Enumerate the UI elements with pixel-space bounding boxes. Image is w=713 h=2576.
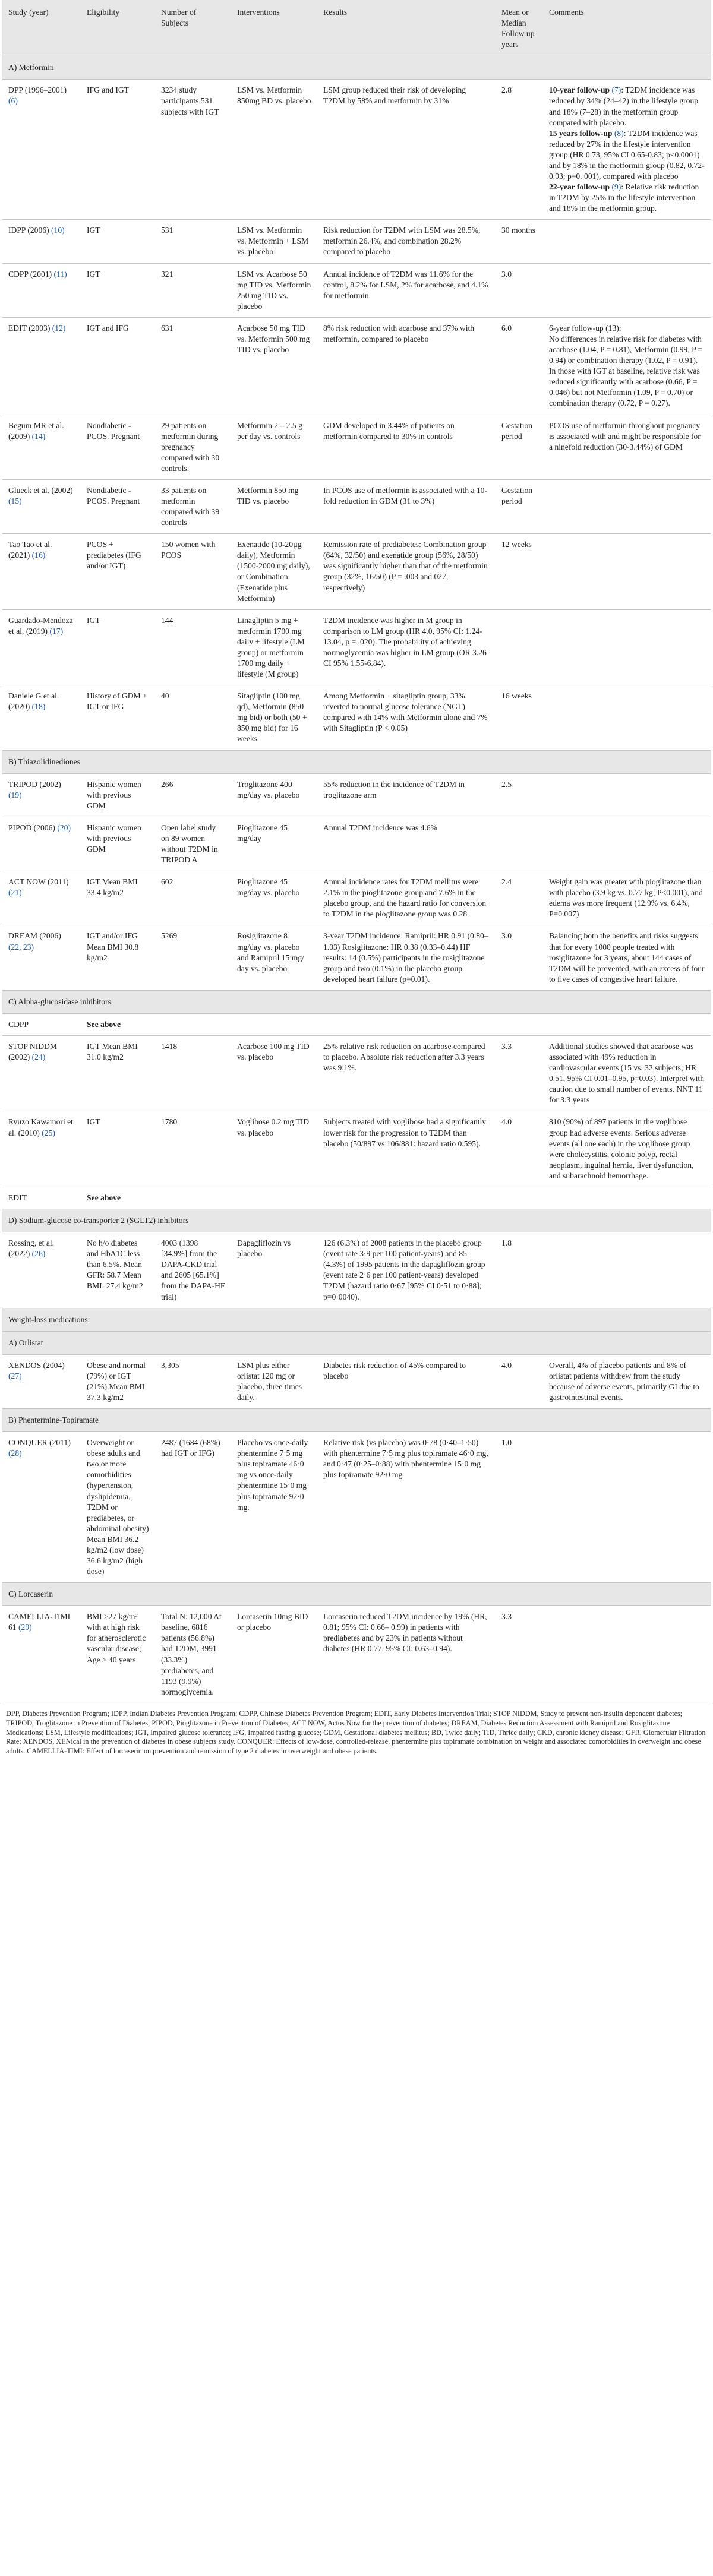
cell-study [2,1354,81,1408]
study-name: DREAM (2006) [8,931,61,941]
section-title: C) Lorcaserin [2,1583,711,1606]
cell-comments [543,609,711,685]
cell-eligibility: IGT [81,609,155,685]
study-name: CAMELLIA-TIMI 61 [8,1612,71,1632]
study-reference-link[interactable]: (22, 23) [8,942,34,952]
cell-followup: 3.0 [496,925,543,990]
cell-interventions: LSM vs. Metformin vs. Metformin + LSM vs. placebo [231,220,317,263]
cell-results: Subjects treated with voglibose had a significantly lower risk for the progression to T2DM than placebo (50/897 vs 106/881: hazard ratio 0.595). [317,1111,496,1187]
cell-subjects: 4003 (1398 [34.9%] from the DAPA-CKD trial and 2605 [65.1%] from the DAPA-HF trial) [155,1232,231,1308]
study-name: Tao Tao et al. (2021) [8,540,52,560]
cell-study [2,80,81,220]
cell-study [2,1606,81,1703]
study-name: CONQUER (2011) [8,1438,71,1447]
study-reference-link[interactable]: (21) [8,888,22,897]
cell-subjects: 33 patients on metformin compared with 39 controls [155,479,231,533]
table-row [2,609,711,685]
cell-results: Relative risk (vs placebo) was 0·78 (0·40–1·50) with phentermine 7·5 mg plus topiramate 46·0 mg, and 0·47 (0·25–0·88) with phentermine 15·0 mg plus topiramate 92·0 mg [317,1432,496,1583]
study-reference-link[interactable]: (15) [8,496,22,505]
comment-text: Weight gain was greater with pioglitazone than with placebo (3.9 kg vs. 0.77 kg; P<0.001), and edema was more frequent (12.9% vs. 6.4%, P=0.007) [549,877,703,919]
header-eligibility: Eligibility [81,0,155,56]
cell-results: 55% reduction in the incidence of T2DM in troglitazone arm [317,773,496,817]
cell-eligibility: IGT [81,1111,155,1187]
comment-paragraph [549,334,705,409]
diabetes-prevention-table [2,0,711,1703]
cell-subjects: 5269 [155,925,231,990]
study-name: IDPP (2006) [8,226,49,235]
cell-comments [543,80,711,220]
comment-text: : T2DM incidence was reduced by 27% in the lifestyle intervention group (HR 0.73, 95% CI 0.65-0.83; p<0.0001) and by 18% in the metformin group (0.82, 0.72-0.93; p=0. 001), compared with placebo [549,128,705,181]
cell-results: 25% relative risk reduction on acarbose compared to placebo. Absolute risk reduction after 3.3 years was 9.1%. [317,1036,496,1111]
cell-results: In PCOS use of metformin is associated with a 10-fold reduction in GDM (31 to 3%) [317,479,496,533]
cell-followup: 4.0 [496,1354,543,1408]
table-row [2,1232,711,1308]
cell-comments [543,871,711,925]
study-reference-link[interactable]: (20) [57,823,71,832]
table-row [2,263,711,317]
cell-results [317,1013,496,1035]
cell-subjects: 3,305 [155,1354,231,1408]
comment-reference-link[interactable]: (8) [614,128,624,138]
cell-results: Diabetes risk reduction of 45% compared to placebo [317,1354,496,1408]
cell-eligibility: IFG and IGT [81,80,155,220]
cell-interventions: Rosiglitazone 8 mg/day vs. placebo and Ramipril 15 mg/ day vs. placebo [231,925,317,990]
study-reference-link[interactable]: (27) [8,1371,22,1380]
cell-comments [543,1232,711,1308]
cell-followup: Gestation period [496,479,543,533]
cell-eligibility: See above [81,1187,155,1209]
cell-eligibility: BMI ≥27 kg/m² with at high risk for atherosclerotic vascular disease; Age ≥ 40 years [81,1606,155,1703]
study-reference-link[interactable]: (6) [8,96,18,106]
cell-interventions: Pioglitazone 45 mg/day vs. placebo [231,871,317,925]
comment-label: 15 years follow-up [549,128,613,138]
section-row [2,750,711,773]
comment-text: Overall, 4% of placebo patients and 8% of orlistat patients withdrew from the study because of adverse events, primarily GI due to gastrointestinal events. [549,1360,699,1402]
cell-comments [543,817,711,871]
comment-paragraph [549,1360,705,1403]
comment-text: Additional studies showed that acarbose was associated with 49% reduction in cardiovascular events (15 vs. 32 subjects; HR 0.51, 95% CI 0.01–0.95, p=0.03). Interpret with caution due to small number of events. NNT 11 for 3.3 years [549,1042,705,1105]
section-row [2,56,711,80]
comment-label: 10-year follow-up [549,86,610,95]
section-title: A) Orlistat [2,1331,711,1354]
cell-interventions: LSM vs. Acarbose 50 mg TID vs. Metformin 250 mg TID vs. placebo [231,263,317,317]
table-row [2,1432,711,1583]
table-row [2,1187,711,1209]
cell-eligibility: IGT [81,220,155,263]
table-body [2,56,711,1703]
section-title: Weight-loss medications: [2,1308,711,1331]
cell-followup [496,817,543,871]
table-row [2,534,711,609]
cell-results: GDM developed in 3.44% of patients on metformin compared to 30% in controls [317,415,496,479]
cell-followup: 30 months [496,220,543,263]
table-row [2,80,711,220]
cell-subjects: 29 patients on metformin during pregnancy compared with 30 controls. [155,415,231,479]
study-name: XENDOS (2004) [8,1360,65,1370]
cell-study [2,1036,81,1111]
section-title: B) Phentermine-Topiramate [2,1409,711,1432]
study-name: TRIPOD (2002) [8,779,61,789]
comment-paragraph [549,323,705,334]
cell-interventions: Troglitazone 400 mg/day vs. placebo [231,773,317,817]
table-row [2,1111,711,1187]
section-row [2,990,711,1013]
cell-interventions: Pioglitazone 45 mg/day [231,817,317,871]
cell-subjects: 150 women with PCOS [155,534,231,609]
study-reference-link[interactable]: (26) [31,1249,46,1259]
cell-interventions: Acarbose 100 mg TID vs. placebo [231,1036,317,1111]
comment-text: : T2DM incidence was reduced by 34% (24–42) in the lifestyle group and 18% (7–28) in the metformin group compared with placebo. [549,86,699,127]
table-row [2,317,711,415]
cell-interventions: Placebo vs once-daily phentermine 7·5 mg plus topiramate 46·0 mg vs once-daily phentermine 15·0 mg plus topiramate 92·0 mg. [231,1432,317,1583]
cell-comments [543,220,711,263]
study-name: STOP NIDDM (2002) [8,1042,57,1062]
cell-eligibility: IGT [81,263,155,317]
comment-paragraph [549,421,705,453]
cell-subjects: Total N: 12,000 At baseline, 6816 patients (56.8%) had T2DM, 3991 (33.3%) prediabetes, and 1193 (9.9%) normoglycemia. [155,1606,231,1703]
cell-followup: 16 weeks [496,685,543,750]
comment-paragraph [549,1117,705,1181]
study-reference-link[interactable]: (11) [53,269,67,279]
cell-subjects: 2487 (1684 (68%) had IGT or IFG) [155,1432,231,1583]
table-row [2,220,711,263]
cell-subjects: Open label study on 89 women without T2DM in TRIPOD A [155,817,231,871]
cell-followup: 3.3 [496,1036,543,1111]
header-study: Study (year) [2,0,81,56]
cell-comments [543,317,711,415]
cell-followup [496,609,543,685]
table-row [2,685,711,750]
cell-results: 126 (6.3%) of 2008 patients in the placebo group (event rate 3·9 per 100 patient-years) and 85 (4.3%) of 1995 patients in the dapagliflozin group (event rate 2·6 per 100 patient-years) developed T2DM (hazard ratio 0·67 [95% CI 0·51 to 0·88]; p=0·0040). [317,1232,496,1308]
table-row [2,415,711,479]
cell-comments [543,534,711,609]
study-reference-link[interactable]: (25) [42,1128,55,1137]
cell-study [2,1111,81,1187]
cell-subjects: 602 [155,871,231,925]
table-row [2,773,711,817]
section-title: C) Alpha-glucosidase inhibitors [2,990,711,1013]
cell-followup [496,1013,543,1035]
section-title: D) Sodium-glucose co-transporter 2 (SGLT2) inhibitors [2,1209,711,1232]
cell-study [2,220,81,263]
cell-interventions: LSM vs. Metformin 850mg BD vs. placebo [231,80,317,220]
cell-interventions: Lorcaserin 10mg BID or placebo [231,1606,317,1703]
cell-study [2,871,81,925]
cell-study [2,1013,81,1035]
study-name: Guardado-Mendoza et al. (2019) [8,615,73,636]
cell-results: Risk reduction for T2DM with LSM was 28.5%, metformin 26.4%, and combination 28.2% compared to placebo [317,220,496,263]
cell-followup: 4.0 [496,1111,543,1187]
cell-interventions: LSM plus either orlistat 120 mg or placebo, three times daily. [231,1354,317,1408]
cell-results: LSM group reduced their risk of developing T2DM by 58% and metformin by 31% [317,80,496,220]
cell-interventions: Dapagliflozin vs placebo [231,1232,317,1308]
comment-text: 6-year follow-up (13): [549,323,621,333]
cell-study [2,1432,81,1583]
table-row [2,1606,711,1703]
cell-subjects: 531 [155,220,231,263]
cell-results: Annual incidence rates for T2DM mellitus were 2.1% in the pioglitazone group and 7.6% in the placebo group, and the hazard ratio for conversion to T2DM in the pioglitazone group was 0.28 [317,871,496,925]
table-row [2,817,711,871]
cell-results: Remission rate of prediabetes: Combination group (64%, 32/50) and exenatide group (56%, 28/50) was significantly higher than that of the metformin group (32%, 16/50) (P = .003 and.027, respectively) [317,534,496,609]
study-reference-link[interactable]: (17) [49,626,64,636]
section-title: A) Metformin [2,56,711,80]
cell-comments [543,263,711,317]
cell-comments [543,415,711,479]
cell-subjects: 1418 [155,1036,231,1111]
cell-study [2,534,81,609]
cell-followup [496,1187,543,1209]
cell-subjects: 40 [155,685,231,750]
cell-study [2,1232,81,1308]
study-reference-link[interactable]: (29) [18,1623,32,1632]
cell-comments [543,1187,711,1209]
header-followup: Mean or Median Follow up years [496,0,543,56]
cell-eligibility: Overweight or obese adults and two or more comorbidities (hypertension, dyslipidemia, T2DM or prediabetes, or abdominal obesity) Mean BMI 36.2 kg/m2 (low dose) 36.6 kg/m2 (high dose) [81,1432,155,1583]
cell-eligibility: History of GDM + IGT or IFG [81,685,155,750]
cell-interventions: Sitagliptin (100 mg qd), Metformin (850 mg bid) or both (50 + 850 mg bid) for 16 weeks [231,685,317,750]
header-interventions: Interventions [231,0,317,56]
study-reference-link[interactable]: (24) [31,1052,46,1062]
comment-text: : Relative risk reduction in T2DM by 25% in the lifestyle intervention and 18% in the metformin group. [549,182,699,213]
cell-study [2,1187,81,1209]
cell-eligibility: Hispanic women with previous GDM [81,773,155,817]
header-row [2,0,711,56]
cell-comments [543,1432,711,1583]
cell-followup: 2.5 [496,773,543,817]
cell-followup: 1.8 [496,1232,543,1308]
table-row [2,1354,711,1408]
cell-interventions: Linagliptin 5 mg + metformin 1700 mg daily + lifestyle (LM group) or metformin 1700 mg daily + lifestyle (M group) [231,609,317,685]
cell-followup: 6.0 [496,317,543,415]
cell-eligibility: Nondiabetic - PCOS. Pregnant [81,415,155,479]
comment-text: No differences in relative risk for diabetes with acarbose (1.04, P = 0.81), Metformin (0.99, P = 0.94) or combination therapy (1.02, P = 0.91). In those with IGT at baseline, relative risk was reduced significantly with acarbose (0.66, P = 0.046) but not Metformin (1.09, P = 0.70) or combination therapy (0.72, P = 0.27). [549,334,703,408]
comment-paragraph [549,1041,705,1105]
cell-subjects: 321 [155,263,231,317]
cell-study [2,317,81,415]
header-subjects: Number of Subjects [155,0,231,56]
cell-interventions: Metformin 850 mg TID vs. placebo [231,479,317,533]
header-comments: Comments [543,0,711,56]
cell-subjects: 266 [155,773,231,817]
cell-interventions: Acarbose 50 mg TID vs. Metformin 500 mg TID vs. placebo [231,317,317,415]
study-reference-link[interactable]: (16) [31,551,46,560]
section-row [2,1583,711,1606]
cell-followup: 3.0 [496,263,543,317]
cell-study [2,773,81,817]
study-name: EDIT [8,1193,27,1202]
cell-results: Annual incidence of T2DM was 11.6% for the control, 8.2% for LSM, 2% for acarbose, and 4.1% for metformin. [317,263,496,317]
comment-paragraph [549,128,705,182]
cell-interventions: Metformin 2 – 2.5 g per day vs. controls [231,415,317,479]
cell-results: T2DM incidence was higher in M group in comparison to LM group (HR 4.0, 95% CI: 1.24-13.04, p = .020). The probability of achieving normoglycemia was higher in LM group (OR 3.26 CI 95% 1.55-6.84). [317,609,496,685]
cell-results: 3-year T2DM incidence: Ramipril: HR 0.91 (0.80–1.03) Rosiglitazone: HR 0.38 (0.33–0.44) HF results: 14 (0.5%) participants in the rosiglitazone group and two (0.1%) in the placebo group developed heart failure (p=0.01). [317,925,496,990]
cell-study [2,263,81,317]
cell-comments [543,1606,711,1703]
table-row [2,479,711,533]
comment-paragraph [549,877,705,919]
study-name: CDPP [8,1019,29,1029]
comment-reference-link[interactable]: (7) [611,86,621,95]
table-row [2,871,711,925]
cell-subjects: 3234 study participants 531 subjects with IGT [155,80,231,220]
cell-eligibility: Obese and normal (79%) or IGT (21%) Mean BMI 37.3 kg/m2 [81,1354,155,1408]
table-row [2,1036,711,1111]
table-row [2,1013,711,1035]
cell-interventions: Exenatide (10-20µg daily), Metformin (1500-2000 mg daily), or Combination (Exenatide plus Metformin) [231,534,317,609]
cell-comments [543,1354,711,1408]
cell-eligibility: IGT and IFG [81,317,155,415]
comment-label: 22-year follow-up [549,182,610,192]
comment-text: Balancing both the benefits and risks suggests that for every 1000 people treated with rosiglitazone for 3 years, about 144 cases of T2DM will be prevented, with an excess of four to five cases of congestive heart failure. [549,931,705,984]
study-name: DPP (1996–2001) [8,86,67,95]
study-name: Begum MR et al. (2009) [8,421,64,441]
cell-subjects [155,1187,231,1209]
cell-followup: 2.4 [496,871,543,925]
comment-text: PCOS use of metformin throughout pregnancy is associated with and might be responsible for a ninefold reduction (30-3.44%) of GDM [549,421,701,451]
study-name: Glueck et al. (2002) [8,485,73,495]
study-reference-link[interactable]: (18) [31,702,46,712]
table-row [2,925,711,990]
study-name: Rossing, et al. (2022) [8,1238,55,1259]
study-name: Daniele G et al. (2020) [8,691,59,712]
cell-interventions: Voglibose 0.2 mg TID vs. placebo [231,1111,317,1187]
cell-subjects: 1780 [155,1111,231,1187]
section-row [2,1209,711,1232]
study-name: PIPOD (2006) [8,823,55,832]
cell-eligibility: IGT and/or IFG Mean BMI 30.8 kg/m2 [81,925,155,990]
cell-followup: 2.8 [496,80,543,220]
study-reference-link[interactable]: (12) [52,323,66,333]
comment-paragraph [549,931,705,984]
comment-paragraph [549,85,705,128]
section-title: B) Thiazolidinediones [2,750,711,773]
cell-eligibility: IGT Mean BMI 31.0 kg/m2 [81,1036,155,1111]
cell-followup: 1.0 [496,1432,543,1583]
comment-paragraph [549,182,705,214]
study-name: EDIT (2003) [8,323,51,333]
study-reference-link[interactable]: (19) [8,790,22,799]
cell-eligibility: See above [81,1013,155,1035]
section-row [2,1409,711,1432]
cell-study [2,685,81,750]
cell-results: 8% risk reduction with acarbose and 37% with metformin, compared to placebo [317,317,496,415]
cell-study [2,925,81,990]
section-row [2,1331,711,1354]
table-footnote: DPP, Diabetes Prevention Program; IDPP, Indian Diabetes Prevention Program; CDPP, Chinese Diabetes Prevention Program; EDIT, Early Diabetes Intervention Trial; STOP NIDDM, Study to prevent non-insulin dependent diabetes; TRIPOD, Troglitazone in Prevention of Diabetes; PIPOD, Pioglitazone in Prevention of Diabetes; ACT NOW, Actos Now for the prevention of diabetes; DREAM, Diabetes Reduction Assessment with Ramipril and Rosiglitazone Medications; LSM, Lifestyle modifications; IGT, Impaired glucose tolerance; IFG, Impaired fasting glucose; GDM, Gestational diabetes mellitus; BD, Twice daily; TID, Thrice daily; CKD, chronic kidney disease; GFR, Glomerular Filtration Rate; XENDOS, XENical in the prevention of diabetes in obese subjects study. CONQUER: Effects of low-dose, controlled-release, phentermine plus topiramate combination on weight and associated comorbidities in overweight and obese adults. CAMELLIA-TIMI: Effect of lorcaserin on prevention and remission of type 2 diabetes in overweight and obese patients. [6,1709,706,1756]
study-reference-link[interactable]: (14) [31,431,46,441]
study-reference-link[interactable]: (10) [51,226,65,235]
cell-interventions [231,1187,317,1209]
cell-comments [543,1111,711,1187]
cell-eligibility: No h/o diabetes and HbA1C less than 6.5%. Mean GFR: 58.7 Mean BMI: 27.4 kg/m2 [81,1232,155,1308]
cell-eligibility: Nondiabetic - PCOS. Pregnant [81,479,155,533]
cell-comments [543,925,711,990]
cell-comments [543,685,711,750]
cell-subjects: 631 [155,317,231,415]
study-reference-link[interactable]: (28) [8,1449,22,1458]
cell-comments [543,1013,711,1035]
comment-text: 810 (90%) of 897 patients in the voglibose group had adverse events. Serious adverse events (all one each) in the voglibose group were cholecystitis, colonic polyp, rectal neoplasm, inguinal hernia, liver dysfunction, and subarachnoid hemorrhage. [549,1117,694,1180]
cell-results: Among Metformin + sitagliptin group, 33% reverted to normal glucose tolerance (NGT) compared with 14% with Metformin alone and 7% with Sitagliptin (P < 0.05) [317,685,496,750]
cell-study [2,415,81,479]
cell-comments [543,479,711,533]
cell-comments [543,1036,711,1111]
study-name: ACT NOW (2011) [8,877,69,887]
cell-eligibility: IGT Mean BMI 33.4 kg/m2 [81,871,155,925]
study-name: Ryuzo Kawamori et al. (2010) [8,1117,73,1137]
cell-eligibility: Hispanic women with previous GDM [81,817,155,871]
cell-comments [543,773,711,817]
table-header [2,0,711,56]
cell-study [2,817,81,871]
study-name: CDPP (2001) [8,269,52,279]
cell-results [317,1187,496,1209]
section-row [2,1308,711,1331]
cell-results: Lorcaserin reduced T2DM incidence by 19% (HR, 0.81; 95% CI: 0.66– 0.99) in patients with prediabetes and by 23% in patients without diabetes (HR 0.77, 95% CI: 0.63–0.94). [317,1606,496,1703]
comment-reference-link[interactable]: (9) [611,182,621,192]
cell-study [2,479,81,533]
header-results: Results [317,0,496,56]
cell-subjects [155,1013,231,1035]
cell-interventions [231,1013,317,1035]
cell-followup: 12 weeks [496,534,543,609]
cell-followup: Gestation period [496,415,543,479]
cell-followup: 3.3 [496,1606,543,1703]
cell-study [2,609,81,685]
cell-subjects: 144 [155,609,231,685]
cell-eligibility: PCOS + prediabetes (IFG and/or IGT) [81,534,155,609]
cell-results: Annual T2DM incidence was 4.6% [317,817,496,871]
